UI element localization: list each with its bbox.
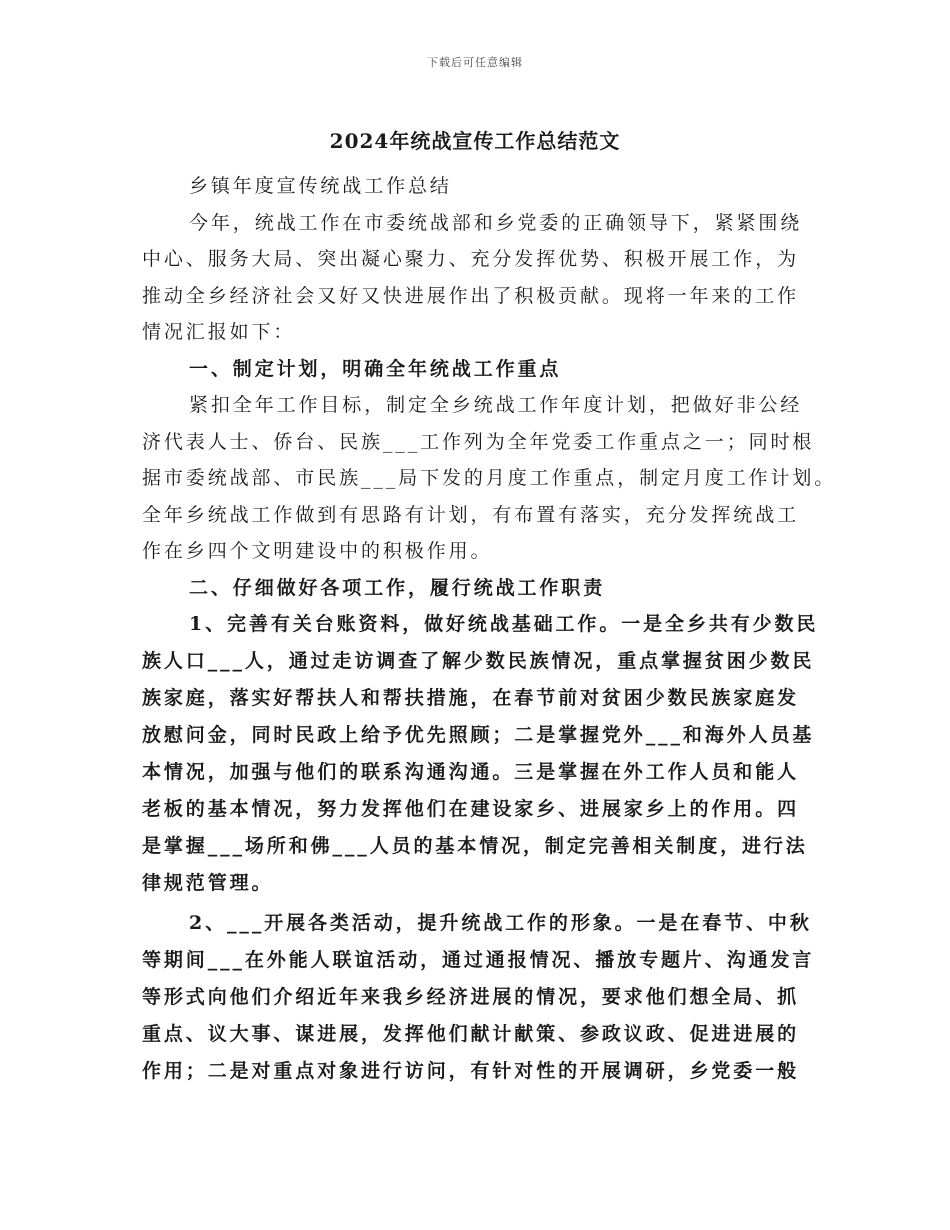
paragraph-line: 紧扣全年工作目标，制定全乡统战工作年度计划，把做好非公经 xyxy=(189,394,803,416)
paragraph-line: 老板的基本情况，努力发挥他们在建设家乡、进展家乡上的作用。四 xyxy=(142,798,800,820)
paragraph-line: 中心、服务大局、突出凝心聚力、充分发挥优势、积极开展工作，为 xyxy=(142,248,800,270)
paragraph-line: 等形式向他们介绍近年来我乡经济进展的情况，要求他们想全局、抓 xyxy=(142,986,800,1008)
subtitle: 乡镇年度宣传统战工作总结 xyxy=(189,175,452,197)
section-heading-2 xyxy=(142,570,810,607)
heading-line: 一、制定计划，明确全年统战工作重点 xyxy=(189,357,562,380)
paragraph-line: 1、完善有关台账资料，做好统战基础工作。一是全乡共有少数民 xyxy=(189,613,819,635)
paragraph-line: 重点、议大事、谋进展，发挥他们献计献策、参政议政、促进进展的 xyxy=(142,1023,800,1045)
paragraph-line: 全年乡统战工作做到有思路有计划，有布置有落实，充分发挥统战工 xyxy=(142,503,800,526)
intro-block xyxy=(142,168,810,351)
paragraph-line: 2、___开展各类活动，提升统战工作的形象。一是在春节、中秋 xyxy=(189,912,812,934)
paragraph-line: 济代表人士、侨台、民族___工作列为全年党委工作重点之一；同时根 xyxy=(142,430,815,453)
item-1-paragraph xyxy=(142,606,819,902)
paragraph-line: 推动全乡经济社会又好又快进展作出了积极贡献。现将一年来的工作 xyxy=(142,284,800,307)
paragraph-line: 本情况，加强与他们的联系沟通沟通。三是掌握在外工作人员和能人 xyxy=(142,761,800,783)
paragraph-line: 情况汇报如下： xyxy=(142,321,296,343)
document-body xyxy=(142,168,837,1090)
paragraph-line: 今年，统战工作在市委统战部和乡党委的正确领导下，紧紧围绕 xyxy=(189,211,803,234)
paragraph-line: 族家庭，落实好帮扶人和帮扶措施，在春节前对贫困少数民族家庭发 xyxy=(142,687,800,709)
paragraph-line: 作用；二是对重点对象进行访问，有针对性的开展调研，乡党委一般 xyxy=(142,1060,800,1082)
document-title: 2024年统战宣传工作总结范文 xyxy=(329,129,621,153)
header-note: 下载后可任意编辑 xyxy=(427,56,523,69)
heading-line: 二、仔细做好各项工作，履行统战工作职责 xyxy=(189,576,606,599)
section-heading-1 xyxy=(142,351,810,388)
item-2-paragraph xyxy=(142,905,815,1090)
paragraph-line: 作在乡四个文明建设中的积极作用。 xyxy=(142,540,493,562)
paragraph-line: 族人口___人，通过走访调查了解少数民族情况，重点掌握贫困少数民 xyxy=(142,650,815,672)
section-1-body xyxy=(142,387,837,570)
paragraph-line: 放慰问金，同时民政上给予优先照顾；二是掌握党外___和海外人员基 xyxy=(142,724,815,746)
paragraph-line: 据市委统战部、市民族___局下发的月度工作重点，制定月度工作计划。 xyxy=(142,467,837,489)
paragraph-line: 是掌握___场所和佛___人员的基本情况，制定完善相关制度，进行法 xyxy=(142,835,808,857)
paragraph-line: 律规范管理。 xyxy=(142,872,274,894)
paragraph-line: 等期间___在外能人联谊活动，通过通报情况、播放专题片、沟通发言 xyxy=(142,949,815,971)
